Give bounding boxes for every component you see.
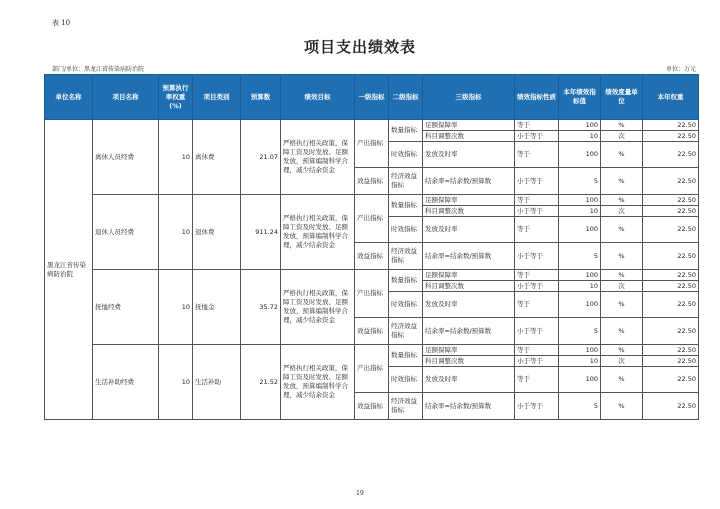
level2-indicator-cell: 时效指标 [389, 367, 423, 393]
unit-name-cell: 黑龙江省传染病防治院 [45, 120, 93, 420]
table-number: 表 10 [52, 19, 71, 27]
header-cell: 一级指标 [355, 75, 389, 120]
header-cell: 预算执行率权重(%) [159, 75, 193, 120]
indicator-nature-cell: 小于等于 [515, 356, 559, 367]
indicator-value-cell: 5 [559, 318, 601, 345]
level3-indicator-cell: 科目调整次数 [423, 281, 515, 292]
measure-unit-cell: % [601, 393, 643, 420]
annual-weight-cell: 22.50 [643, 142, 699, 168]
level1-indicator-cell: 效益指标 [355, 168, 389, 195]
level2-indicator-cell: 时效指标 [389, 217, 423, 243]
indicator-value-cell: 100 [559, 120, 601, 131]
measure-unit-cell: % [601, 142, 643, 168]
table-row [45, 345, 699, 356]
level2-indicator-cell: 时效指标 [389, 142, 423, 168]
indicator-value-cell: 10 [559, 356, 601, 367]
annual-weight-cell: 22.50 [643, 217, 699, 243]
project-name-cell: 抚恤经费 [93, 270, 159, 345]
project-name-cell: 退休人员经费 [93, 195, 159, 270]
level2-indicator-cell: 经济效益指标 [389, 168, 423, 195]
table-body [45, 120, 699, 420]
header-cell: 二级指标 [389, 75, 423, 120]
level2-indicator-cell: 经济效益指标 [389, 318, 423, 345]
level3-indicator-cell: 发放及时率 [423, 142, 515, 168]
level2-indicator-cell: 时效指标 [389, 292, 423, 318]
indicator-value-cell: 10 [559, 131, 601, 142]
annual-weight-cell: 22.50 [643, 292, 699, 318]
indicator-nature-cell: 小于等于 [515, 131, 559, 142]
indicator-value-cell: 100 [559, 217, 601, 243]
table-row [45, 270, 699, 281]
measure-unit-cell: % [601, 195, 643, 206]
budget-cell: 21.07 [241, 120, 281, 195]
indicator-nature-cell: 小于等于 [515, 206, 559, 217]
measure-unit-cell: % [601, 345, 643, 356]
annual-weight-cell: 22.50 [643, 270, 699, 281]
annual-weight-cell: 22.50 [643, 120, 699, 131]
project-category-cell: 抚恤金 [193, 270, 241, 345]
indicator-value-cell: 10 [559, 206, 601, 217]
level2-indicator-cell: 数量指标 [389, 195, 423, 217]
annual-weight-cell: 22.50 [643, 195, 699, 206]
annual-weight-cell: 22.50 [643, 356, 699, 367]
indicator-value-cell: 100 [559, 367, 601, 393]
indicator-nature-cell: 等于 [515, 345, 559, 356]
indicator-nature-cell: 等于 [515, 120, 559, 131]
annual-weight-cell: 22.50 [643, 168, 699, 195]
level2-indicator-cell: 数量指标 [389, 270, 423, 292]
level3-indicator-cell: 发放及时率 [423, 217, 515, 243]
measure-unit-cell: 次 [601, 206, 643, 217]
annual-weight-cell: 22.50 [643, 345, 699, 356]
execution-weight-cell: 10 [159, 345, 193, 420]
annual-weight-cell: 22.50 [643, 206, 699, 217]
level1-indicator-cell: 产出指标 [355, 120, 389, 168]
header-cell: 三级指标 [423, 75, 515, 120]
indicator-nature-cell: 等于 [515, 195, 559, 206]
level1-indicator-cell: 产出指标 [355, 270, 389, 318]
level3-indicator-cell: 科目调整次数 [423, 356, 515, 367]
level3-indicator-cell: 发放及时率 [423, 367, 515, 393]
indicator-nature-cell: 小于等于 [515, 168, 559, 195]
measure-unit-cell: % [601, 292, 643, 318]
header-cell: 项目名称 [93, 75, 159, 120]
measure-unit-cell: % [601, 217, 643, 243]
indicator-nature-cell: 小于等于 [515, 318, 559, 345]
annual-weight-cell: 22.50 [643, 281, 699, 292]
annual-weight-cell: 22.50 [643, 243, 699, 270]
indicator-value-cell: 100 [559, 292, 601, 318]
project-category-cell: 离休费 [193, 120, 241, 195]
level3-indicator-cell: 足额保障率 [423, 120, 515, 131]
header-cell: 绩效度量单位 [601, 75, 643, 120]
budget-cell: 21.52 [241, 345, 281, 420]
annual-weight-cell: 22.50 [643, 131, 699, 142]
header-cell: 绩效指标性质 [515, 75, 559, 120]
level3-indicator-cell: 足额保障率 [423, 195, 515, 206]
header-row [45, 75, 699, 120]
annual-weight-cell: 22.50 [643, 367, 699, 393]
indicator-value-cell: 100 [559, 195, 601, 206]
indicator-value-cell: 5 [559, 243, 601, 270]
annual-weight-cell: 22.50 [643, 393, 699, 420]
header-cell: 绩效目标 [281, 75, 355, 120]
level1-indicator-cell: 效益指标 [355, 393, 389, 420]
project-name-cell: 离休人员经费 [93, 120, 159, 195]
level3-indicator-cell: 足额保障率 [423, 345, 515, 356]
level2-indicator-cell: 经济效益指标 [389, 243, 423, 270]
department-label: 部门/单位：黑龙江省传染病防治院 [52, 66, 145, 73]
measure-unit-cell: % [601, 243, 643, 270]
level2-indicator-cell: 数量指标 [389, 120, 423, 142]
measure-unit-cell: % [601, 168, 643, 195]
indicator-value-cell: 5 [559, 393, 601, 420]
indicator-nature-cell: 等于 [515, 367, 559, 393]
performance-table [44, 74, 699, 420]
header-cell: 本年绩效指标值 [559, 75, 601, 120]
page-number: 19 [356, 490, 364, 497]
budget-cell: 35.72 [241, 270, 281, 345]
measure-unit-cell: 次 [601, 281, 643, 292]
measure-unit-cell: % [601, 270, 643, 281]
performance-goal-cell: 严格执行相关政策，保障工资及时发放、足额发放，预算编制科学合理，减少结余资金 [281, 345, 355, 420]
level1-indicator-cell: 产出指标 [355, 195, 389, 243]
project-name-cell: 生活补助经费 [93, 345, 159, 420]
level2-indicator-cell: 数量指标 [389, 345, 423, 367]
budget-cell: 911.24 [241, 195, 281, 270]
annual-weight-cell: 22.50 [643, 318, 699, 345]
indicator-value-cell: 10 [559, 281, 601, 292]
performance-goal-cell: 严格执行相关政策，保障工资及时发放、足额发放，预算编制科学合理，减少结余资金 [281, 120, 355, 195]
execution-weight-cell: 10 [159, 270, 193, 345]
execution-weight-cell: 10 [159, 195, 193, 270]
indicator-value-cell: 100 [559, 270, 601, 281]
measure-unit-cell: % [601, 120, 643, 131]
measure-unit-cell: 次 [601, 131, 643, 142]
project-category-cell: 生活补助 [193, 345, 241, 420]
table-row [45, 120, 699, 131]
performance-goal-cell: 严格执行相关政策，保障工资及时发放、足额发放，预算编制科学合理，减少结余资金 [281, 270, 355, 345]
execution-weight-cell: 10 [159, 120, 193, 195]
level3-indicator-cell: 结余率=结余数/预算数 [423, 243, 515, 270]
level1-indicator-cell: 效益指标 [355, 318, 389, 345]
header-cell: 单位名称 [45, 75, 93, 120]
header-cell: 本年权重 [643, 75, 699, 120]
header-cell: 项目类别 [193, 75, 241, 120]
indicator-nature-cell: 小于等于 [515, 243, 559, 270]
level3-indicator-cell: 科目调整次数 [423, 206, 515, 217]
level1-indicator-cell: 效益指标 [355, 243, 389, 270]
level2-indicator-cell: 经济效益指标 [389, 393, 423, 420]
indicator-nature-cell: 等于 [515, 142, 559, 168]
measure-unit-cell: 次 [601, 356, 643, 367]
level1-indicator-cell: 产出指标 [355, 345, 389, 393]
level3-indicator-cell: 结余率=结余数/预算数 [423, 318, 515, 345]
level3-indicator-cell: 结余率=结余数/预算数 [423, 393, 515, 420]
level3-indicator-cell: 发放及时率 [423, 292, 515, 318]
measure-unit-cell: % [601, 367, 643, 393]
header-cell: 预算数 [241, 75, 281, 120]
level3-indicator-cell: 结余率=结余数/预算数 [423, 168, 515, 195]
level3-indicator-cell: 足额保障率 [423, 270, 515, 281]
indicator-nature-cell: 等于 [515, 217, 559, 243]
currency-unit-label: 单位：万元 [665, 66, 696, 73]
indicator-value-cell: 100 [559, 142, 601, 168]
indicator-nature-cell: 小于等于 [515, 393, 559, 420]
indicator-value-cell: 100 [559, 345, 601, 356]
indicator-nature-cell: 等于 [515, 270, 559, 281]
indicator-value-cell: 5 [559, 168, 601, 195]
project-category-cell: 退休费 [193, 195, 241, 270]
indicator-nature-cell: 小于等于 [515, 281, 559, 292]
level3-indicator-cell: 科目调整次数 [423, 131, 515, 142]
indicator-nature-cell: 等于 [515, 292, 559, 318]
page-title: 项目支出绩效表 [303, 38, 416, 56]
table-row [45, 195, 699, 206]
measure-unit-cell: % [601, 318, 643, 345]
performance-goal-cell: 严格执行相关政策，保障工资及时发放、足额发放，预算编制科学合理，减少结余资金 [281, 195, 355, 270]
